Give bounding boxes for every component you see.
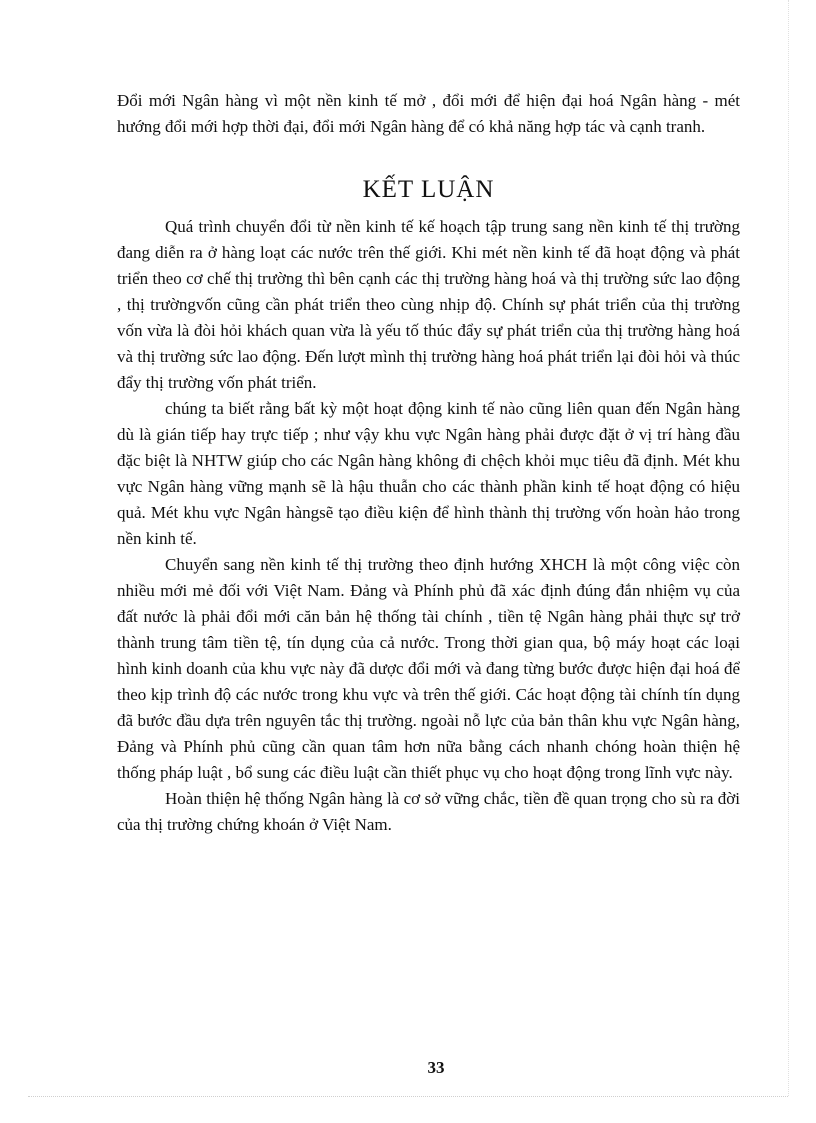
- intro-paragraph: Đổi mới Ngân hàng vì một nền kinh tế mở , đổi mới để hiện đại hoá Ngân hàng - mét hướng đổi mới hợp thời đại, đổi mới Ngân hàng để có khả năng hợp tác và cạnh tranh.: [117, 91, 740, 136]
- page-number: 33: [427, 1058, 445, 1077]
- footer-divider: [28, 1096, 788, 1097]
- margin-divider: [788, 0, 789, 1096]
- section-heading: KẾT LUẬN: [362, 176, 495, 203]
- paragraph-2: chúng ta biết rằng bất kỳ một hoạt động kinh tế nào cũng liên quan đến Ngân hàng dù là gián tiếp hay trực tiếp ; như vậy khu vực Ngân hàng phải được đặt ở vị trí hàng đầu đặc biệt là NHTW giúp cho các Ngân hàng không đi chệch khỏi mục tiêu đã định. Mét khu vực Ngân hàng vững mạnh sẽ là hậu thuẫn cho các thành phần kinh tế hoạt động có hiệu quả. Mét khu vực Ngân hàngsẽ tạo điều kiện để hình thành thị trường vốn hoàn hảo trong nền kinh tế.: [117, 399, 740, 548]
- paragraph-1: Quá trình chuyển đổi từ nền kinh tế kế hoạch tập trung sang nền kinh tế thị trường đang diễn ra ở hàng loạt các nước trên thế giới. Khi mét nền kinh tế đã hoạt động và phát triển theo cơ chế thị trường thì bên cạnh các thị trường hàng hoá và thị trường sức lao động , thị trườngvốn cũng cần phát triển theo cùng nhịp độ. Chính sự phát triển của thị trường vốn vừa là đòi hỏi khách quan vừa là yếu tố thúc đẩy sự phát triển của thị trường hàng hoá và thị trường sức lao động. Đến lượt mình thị trường hàng hoá phát triển lại đòi hỏi và thúc đẩy thị trường vốn phát triển.: [117, 217, 740, 392]
- paragraph-4: Hoàn thiện hệ thống Ngân hàng là cơ sở vững chắc, tiền đề quan trọng cho sù ra đời của thị trường chứng khoán ở Việt Nam.: [117, 789, 740, 834]
- paragraph-3: Chuyển sang nền kinh tế thị trường theo định hướng XHCH là một công việc còn nhiều mới mẻ đối với Việt Nam. Đảng và Phính phủ đã xác định đúng đắn nhiệm vụ của đất nước là phải đổi mới căn bản hệ thống tài chính , tiền tệ Ngân hàng phải thực sự trở thành trung tâm tiền tệ, tín dụng của cả nước. Trong thời gian qua, bộ máy hoạt các loại hình kinh doanh của khu vực này đã dược đổi mới và đang từng bước được hiện đại hoá để theo kịp trình độ các nước trong khu vực và trên thế giới. Các hoạt động tài chính tín dụng đã bước đầu dựa trên nguyên tắc thị trường. ngoài nỗ lực của bản thân khu vực Ngân hàng, Đảng và Phính phủ cũng cần quan tâm hơn nữa bằng cách nhanh chóng hoàn thiện hệ thống pháp luật , bổ sung các điều luật cần thiết phục vụ cho hoạt động trong lĩnh vực này.: [117, 555, 740, 782]
- body-text: [117, 214, 740, 838]
